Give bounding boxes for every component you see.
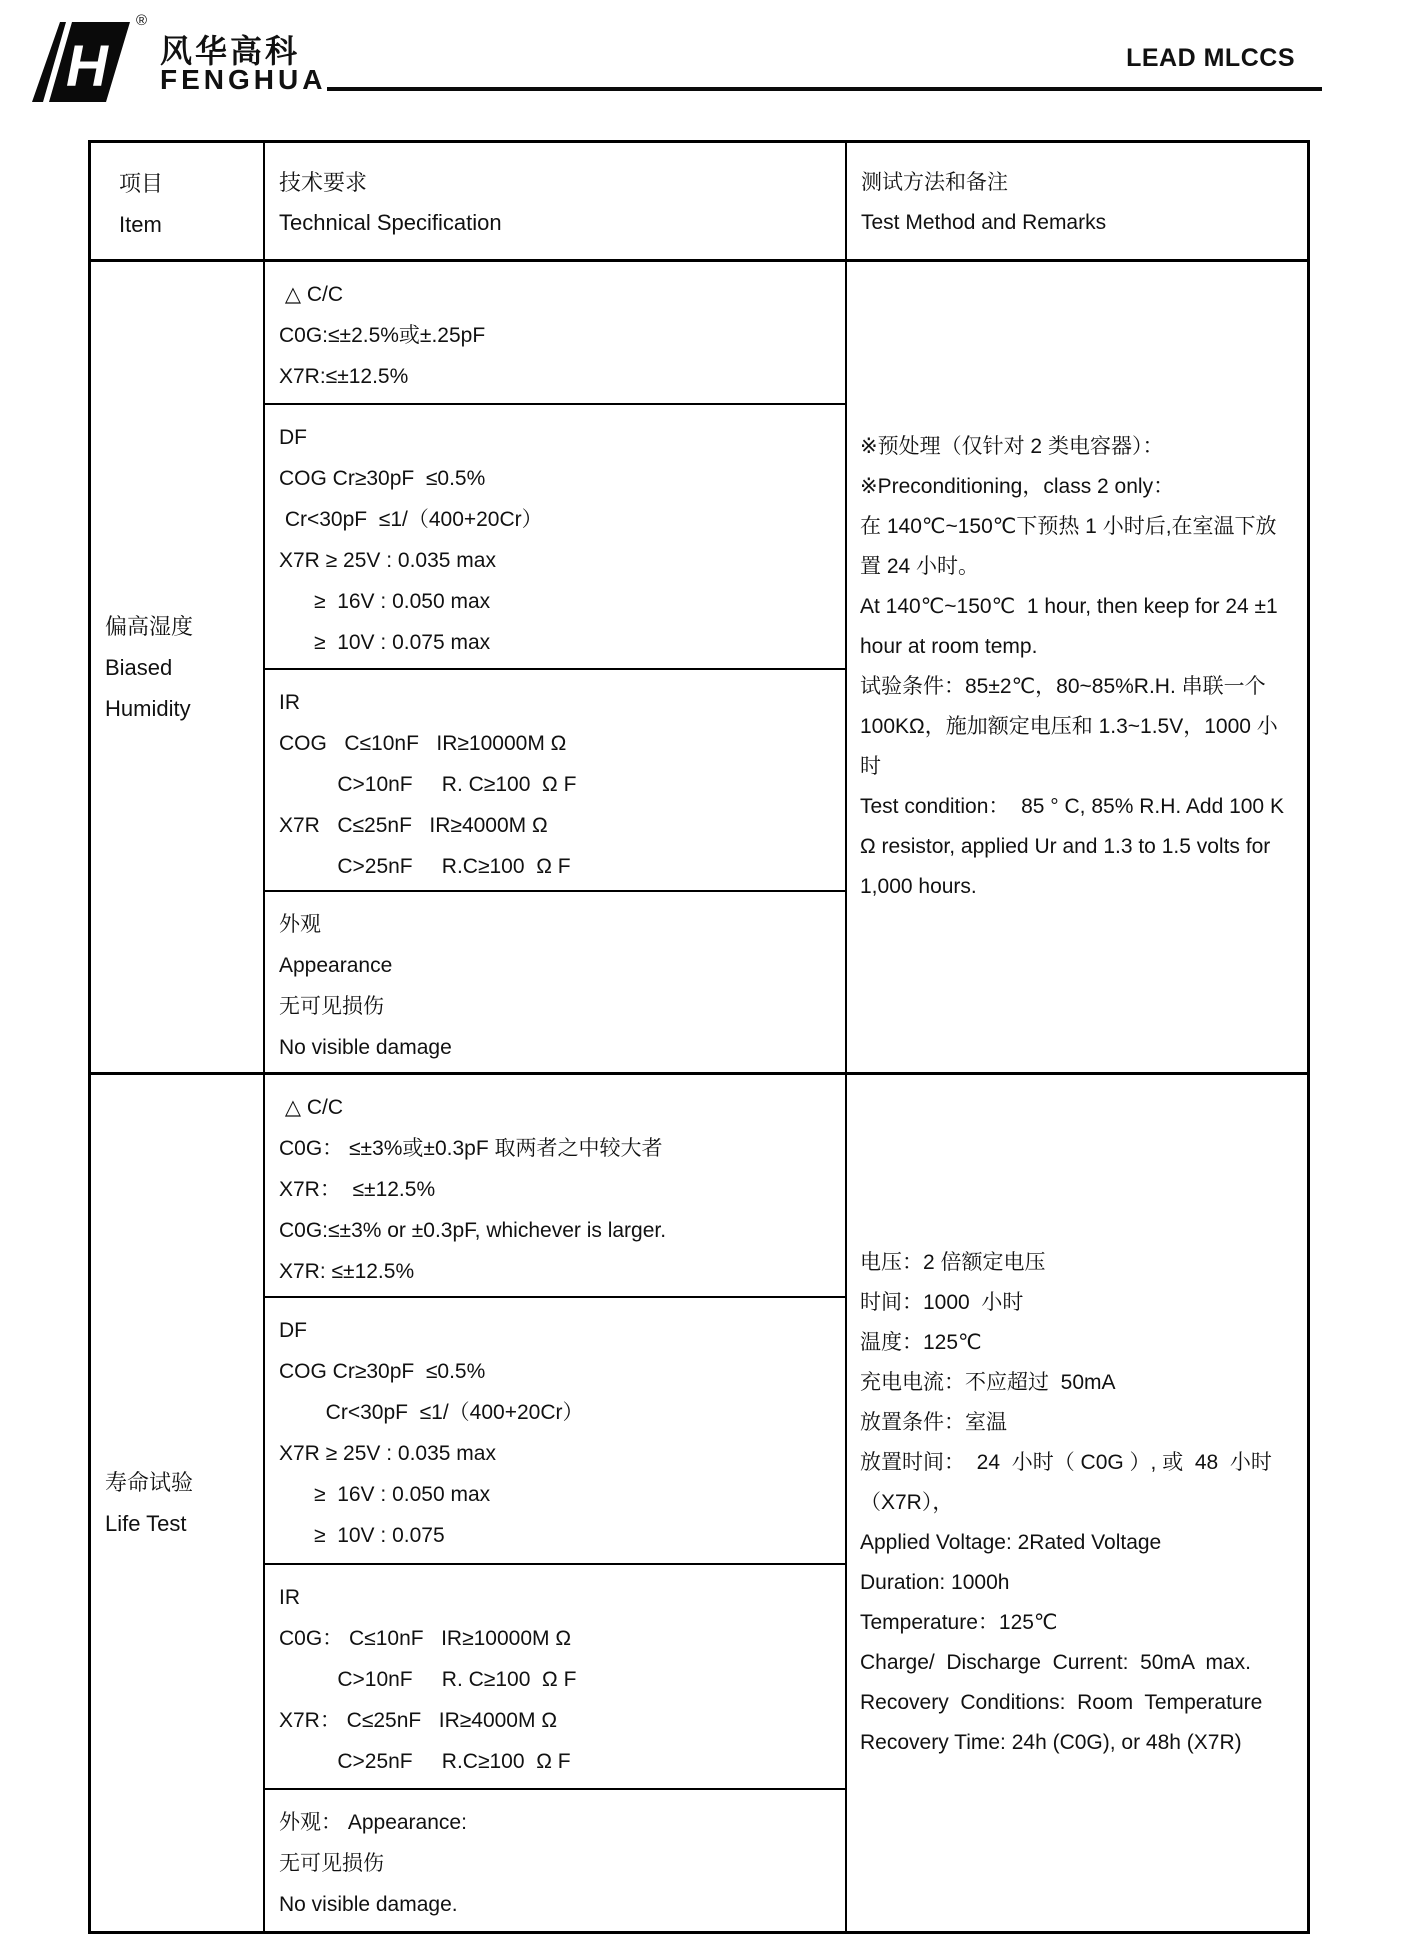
- text-line: 时间：1000 小时: [860, 1291, 1024, 1314]
- text-line: C0G:≤±2.5%或±.25pF: [279, 324, 486, 347]
- column-header-item-cn: 项目: [119, 171, 164, 196]
- text-line: IR: [279, 691, 300, 714]
- text-line: ※Preconditioning，class 2 only：: [860, 475, 1175, 498]
- text-line: C>10nF R. C≥100 Ω F: [279, 1668, 577, 1691]
- column-header-spec-cn: 技术要求: [279, 170, 368, 195]
- text-line: ≥ 10V : 0.075 max: [279, 631, 491, 654]
- text-line: X7R C≤25nF IR≥4000M Ω: [279, 814, 548, 837]
- text-line: ※预处理（仅针对 2 类电容器）：: [860, 435, 1164, 458]
- text-line: COG Cr≥30pF ≤0.5%: [279, 1360, 486, 1383]
- text-line: C0G： ≤±3%或±0.3pF 取两者之中较大者: [279, 1137, 663, 1160]
- spec-block-delta-c-c: [265, 1075, 845, 1298]
- text-line: No visible damage: [279, 1036, 452, 1059]
- text-line: （X7R），: [860, 1491, 954, 1514]
- text-line: 无可见损伤: [279, 995, 384, 1018]
- spec-block-df: [265, 405, 845, 670]
- text-line: C>10nF R. C≥100 Ω F: [279, 773, 577, 796]
- text-line: Ω resistor, applied Ur and 1.3 to 1.5 volts for: [860, 835, 1271, 858]
- column-header-item: [91, 143, 265, 259]
- column-header-method-en: Test Method and Remarks: [861, 211, 1107, 234]
- text-line: 温度：125℃: [860, 1331, 982, 1354]
- text-line: 时: [860, 755, 881, 778]
- text-line: X7R： C≤25nF IR≥4000M Ω: [279, 1709, 558, 1732]
- text-line: X7R ≥ 25V : 0.035 max: [279, 1442, 496, 1465]
- text-line: Recovery Conditions: Room Temperature: [860, 1691, 1263, 1714]
- text-line: △ C/C: [279, 1096, 343, 1119]
- text-line: ≥ 10V : 0.075: [279, 1524, 445, 1547]
- fenghua-logo-icon: [30, 20, 132, 104]
- text-line: Cr<30pF ≤1/（400+20Cr）: [279, 508, 543, 531]
- text-line: 充电电流：不应超过 50mA: [860, 1371, 1116, 1394]
- text-line: Recovery Time: 24h (C0G), or 48h (X7R): [860, 1731, 1242, 1754]
- page-title: LEAD MLCCS: [1126, 44, 1295, 72]
- item-cell-biased-humidity: [91, 262, 265, 1072]
- text-line: 偏高湿度: [105, 613, 194, 639]
- registered-trademark: ®: [136, 12, 148, 29]
- text-line: 试验条件：85±2℃，80~85%R.H. 串联一个: [860, 675, 1266, 698]
- fenghua-logo-glyph: [30, 20, 132, 104]
- text-line: IR: [279, 1586, 300, 1609]
- text-line: 放置时间： 24 小时（ C0G ）, 或 48 小时: [860, 1451, 1272, 1474]
- text-line: COG C≤10nF IR≥10000M Ω: [279, 732, 567, 755]
- text-line: ≥ 16V : 0.050 max: [279, 590, 491, 613]
- text-line: Charge/ Discharge Current: 50mA max.: [860, 1651, 1251, 1674]
- spec-block-delta-c-c: [265, 262, 845, 405]
- table-row-biased-humidity: [91, 262, 1307, 1075]
- text-line: C0G： C≤10nF IR≥10000M Ω: [279, 1627, 572, 1650]
- column-header-spec: [265, 143, 847, 259]
- text-line: C>25nF R.C≥100 Ω F: [279, 1750, 571, 1773]
- text-line: ≥ 16V : 0.050 max: [279, 1483, 491, 1506]
- table-header-row: [91, 143, 1307, 262]
- text-line: 100KΩ，施加额定电压和 1.3~1.5V，1000 小: [860, 715, 1278, 738]
- text-line: Appearance: [279, 954, 393, 977]
- text-line: X7R ≥ 25V : 0.035 max: [279, 549, 496, 572]
- text-line: 1,000 hours.: [860, 875, 977, 898]
- column-header-item-en: Item: [119, 212, 162, 237]
- text-line: Applied Voltage: 2Rated Voltage: [860, 1531, 1162, 1554]
- spec-block-ir: [265, 1565, 845, 1790]
- brand-name-english: FENGHUA: [160, 64, 327, 95]
- column-header-method-cn: 测试方法和备注: [861, 171, 1008, 194]
- text-line: DF: [279, 426, 307, 449]
- text-line: X7R: ≤±12.5%: [279, 1260, 415, 1283]
- method-cell-biased-humidity: [847, 262, 1307, 1072]
- text-line: 外观： Appearance:: [279, 1811, 467, 1834]
- text-line: 放置条件：室温: [860, 1411, 1007, 1434]
- method-cell-life-test: [847, 1075, 1307, 1931]
- table-row-life-test: [91, 1075, 1307, 1931]
- text-line: At 140℃~150℃ 1 hour, then keep for 24 ±1: [860, 595, 1278, 618]
- spec-block-ir: [265, 670, 845, 892]
- spec-cell-biased-humidity: [265, 262, 847, 1072]
- text-line: 寿命试验: [105, 1470, 194, 1495]
- item-cell-life-test: [91, 1075, 265, 1931]
- text-line: △ C/C: [279, 283, 343, 306]
- text-line: X7R： ≤±12.5%: [279, 1178, 436, 1201]
- spec-table: [88, 140, 1310, 1934]
- text-line: Duration: 1000h: [860, 1571, 1010, 1594]
- text-line: 外观: [279, 913, 321, 936]
- text-line: X7R:≤±12.5%: [279, 365, 409, 388]
- text-line: COG Cr≥30pF ≤0.5%: [279, 467, 486, 490]
- text-line: 置 24 小时。: [860, 555, 980, 578]
- column-header-spec-en: Technical Specification: [279, 210, 502, 235]
- spec-block-appearance: [265, 1790, 845, 1931]
- spec-cell-life-test: [265, 1075, 847, 1931]
- text-line: Cr<30pF ≤1/（400+20Cr）: [279, 1401, 584, 1424]
- spec-block-appearance: [265, 892, 845, 1072]
- text-line: C0G:≤±3% or ±0.3pF, whichever is larger.: [279, 1219, 667, 1242]
- text-line: hour at room temp.: [860, 635, 1038, 658]
- text-line: Life Test: [105, 1511, 187, 1536]
- header-divider: [327, 87, 1322, 91]
- text-line: No visible damage.: [279, 1893, 458, 1916]
- text-line: Biased: [105, 654, 173, 680]
- text-line: Test condition： 85 ° C, 85% R.H. Add 100 K: [860, 795, 1284, 818]
- column-header-method: [847, 143, 1307, 259]
- text-line: 电压：2 倍额定电压: [860, 1251, 1046, 1274]
- text-line: 无可见损伤: [279, 1852, 384, 1875]
- text-line: DF: [279, 1319, 307, 1342]
- spec-block-df: [265, 1298, 845, 1565]
- text-line: Humidity: [105, 695, 191, 721]
- text-line: Temperature：125℃: [860, 1611, 1058, 1634]
- brand-name-chinese: 风华高科: [160, 33, 301, 69]
- svg-text:H: H: [66, 34, 108, 99]
- text-line: C>25nF R.C≥100 Ω F: [279, 855, 571, 878]
- text-line: 在 140℃~150℃下预热 1 小时后,在室温下放: [860, 515, 1277, 538]
